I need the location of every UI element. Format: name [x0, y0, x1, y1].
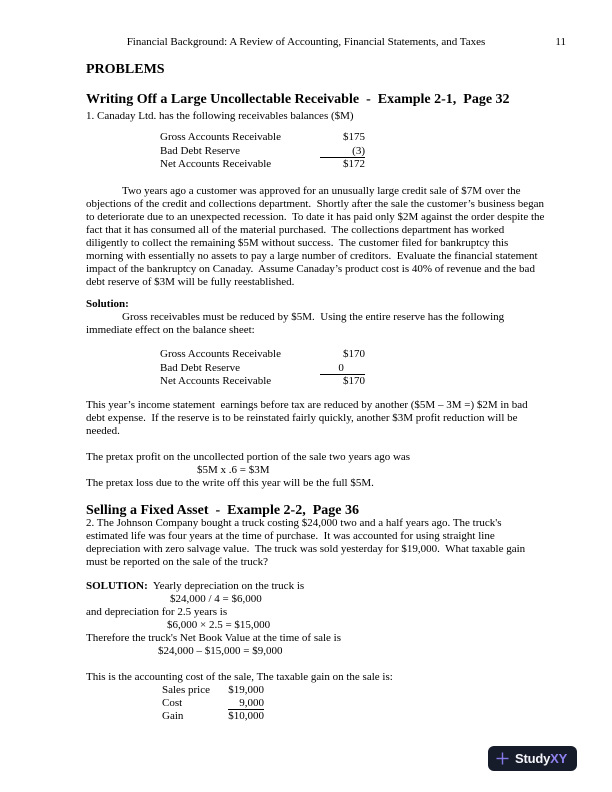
- row-value: $175: [343, 131, 365, 143]
- paragraph-line: The pretax profit on the uncollected portion of the sale two years ago was: [86, 451, 411, 463]
- paragraph-line: fact that it has consumed all of the material purchased. The collections department has worked: [86, 224, 505, 236]
- table-row: [160, 158, 365, 172]
- paragraph-line: debt expense. If the reserve is to be reinstated fairly quickly, another $3M profit reduction will be: [86, 412, 518, 424]
- solution-label: SOLUTION:: [86, 580, 148, 592]
- table-row: [160, 362, 365, 376]
- logo-study-text: Study: [515, 751, 551, 766]
- studyxy-logo: [488, 746, 577, 771]
- table-row: [162, 684, 264, 697]
- paragraph-line: The pretax loss due to the write off this year will be the full $5M.: [86, 477, 374, 489]
- row-value: $19,000: [228, 684, 264, 696]
- paragraph-line: needed.: [86, 425, 120, 437]
- problem1-intro: 1. Canaday Ltd. has the following receivables balances ($M): [86, 110, 354, 122]
- page-number: 11: [555, 36, 566, 48]
- logo-wordmark: [515, 751, 567, 766]
- row-label: Gross Accounts Receivable: [160, 348, 281, 360]
- paragraph-line: Two years ago a customer was approved for an unusually large credit sale of $7M over the: [122, 185, 521, 197]
- plus-icon: [495, 751, 510, 766]
- page-header: [0, 36, 612, 49]
- row-value: $170: [343, 348, 365, 360]
- paragraph-line: must be reported on the sale of the truck?: [86, 556, 269, 568]
- table-row: [162, 697, 264, 710]
- solution2-block: [86, 580, 341, 658]
- pretax-block: [86, 451, 410, 490]
- paragraph-line: objections of the credit and collections department. Shortly after the sale the customer’s business began: [86, 198, 544, 210]
- header-title: Financial Background: A Review of Accounting, Financial Statements, and Taxes: [126, 36, 486, 48]
- row-label: Net Accounts Receivable: [160, 375, 272, 387]
- paragraph-line: morning with essentially no assets to pay a large number of creditors. Evaluate the financial statement: [86, 250, 538, 262]
- problem2-paragraph: [86, 517, 525, 569]
- solution1-block: [86, 298, 504, 337]
- row-value-underlined: (3): [320, 145, 365, 159]
- row-label: Bad Debt Reserve: [160, 361, 241, 374]
- receivables-table-after: [160, 348, 365, 389]
- table-row: [160, 131, 365, 145]
- paragraph-line: diligently to collect the remaining $5M without success. The customer filed for bankruptcy this: [86, 237, 509, 249]
- row-label: Gross Accounts Receivable: [160, 131, 281, 143]
- formula-line: $24,000 – $15,000 = $9,000: [158, 645, 283, 657]
- problems-heading: PROBLEMS: [86, 62, 165, 77]
- paragraph-line: Therefore the truck's Net Book Value at the time of sale is: [86, 632, 342, 644]
- formula-line: $24,000 / 4 = $6,000: [170, 593, 262, 605]
- paragraph-line: impact of the bankruptcy on Canaday. Assume Canaday’s product cost is 40% of revenue and the bad: [86, 263, 535, 275]
- solution-line: immediate effect on the balance sheet:: [86, 324, 255, 336]
- formula-line: $5M x .6 = $3M: [197, 464, 270, 476]
- row-label: Cost: [162, 697, 183, 709]
- paragraph-line: 2. The Johnson Company bought a truck costing $24,000 two and a half years ago. The truck's: [86, 517, 502, 529]
- table-row: [160, 375, 365, 389]
- row-value-underlined: 0: [320, 362, 365, 376]
- paragraph-line: debt reserve of $3M will be fully reestablished.: [86, 276, 295, 288]
- row-label: Sales price: [162, 684, 210, 696]
- section2-heading: Selling a Fixed Asset - Example 2-2, Page 36: [86, 503, 359, 518]
- solution-line: Gross receivables must be reduced by $5M. Using the entire reserve has the following: [122, 311, 505, 323]
- row-value-underlined: 9,000: [228, 697, 264, 710]
- paragraph-line: This year’s income statement earnings before tax are reduced by another ($5M – 3M =) $2M in bad: [86, 399, 528, 411]
- solution-intro: Yearly depreciation on the truck is: [147, 580, 305, 592]
- paragraph-line: estimated life was four years at the time of purchase. It was accounted for using straight line: [86, 530, 495, 542]
- table-row: [160, 348, 365, 362]
- row-label: Gain: [162, 710, 184, 722]
- row-value: $10,000: [228, 710, 264, 722]
- solution-intro-line: [86, 580, 341, 593]
- table-row: [160, 145, 365, 159]
- formula-line: $6,000 × 2.5 = $15,000: [167, 619, 271, 631]
- paragraph-line: depreciation with zero salvage value. The truck was sold yesterday for $19,000. What taxable gain: [86, 543, 526, 555]
- gain-table: [162, 684, 264, 723]
- logo-xy-text: XY: [550, 751, 568, 766]
- row-value: $172: [343, 158, 365, 170]
- paragraph-line: and depreciation for 2.5 years is: [86, 606, 228, 618]
- row-label: Bad Debt Reserve: [160, 144, 241, 157]
- row-label: Net Accounts Receivable: [160, 158, 272, 170]
- paragraph-line: to deteriorate due to an unexpected recession. To date it has paid only $2M against the order despite the: [86, 211, 545, 223]
- income-statement-paragraph: [86, 399, 528, 438]
- receivables-table-before: [160, 131, 365, 172]
- table-row: [162, 710, 264, 723]
- solution-label: Solution:: [86, 298, 129, 310]
- accounting-cost-line: This is the accounting cost of the sale, The taxable gain on the sale is:: [86, 671, 393, 683]
- section1-heading: Writing Off a Large Uncollectable Receivable - Example 2-1, Page 32: [86, 92, 510, 107]
- row-value: $170: [343, 375, 365, 387]
- problem1-paragraph: [86, 185, 544, 289]
